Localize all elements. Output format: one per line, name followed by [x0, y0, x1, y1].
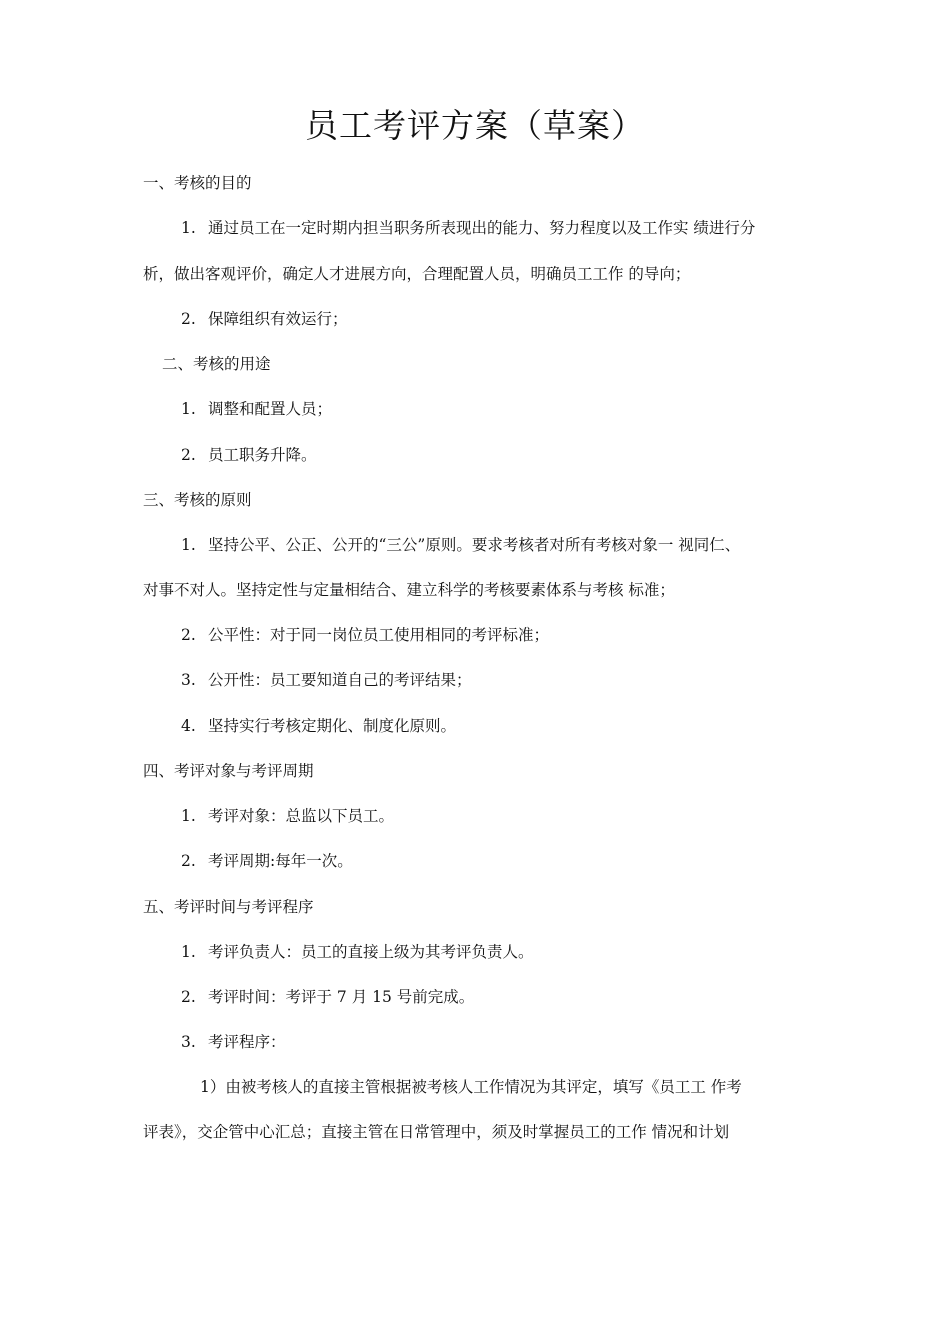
- item-text: 考评对象：总监以下员工。: [208, 807, 395, 825]
- item-continuation: 析，做出客观评价，确定人才进展方向，合理配置人员，明确员工工作 的导向；: [143, 265, 691, 283]
- item-text: 公平性：对于同一岗位员工使用相同的考评标准；: [208, 626, 550, 644]
- item-number: 2.: [181, 852, 196, 870]
- list-item: [181, 985, 474, 1009]
- item-text: 公开性：员工要知道自己的考评结果；: [208, 671, 472, 689]
- item-number: 1.: [181, 219, 196, 237]
- item-number: 4.: [181, 717, 196, 735]
- item-continuation: 对事不对人。坚持定性与定量相结合、建立科学的考核要素体系与考核 标准；: [143, 581, 675, 599]
- item-number: 1.: [181, 536, 196, 554]
- item-text: 坚持实行考核定期化、制度化原则。: [208, 717, 457, 735]
- item-number: 1.: [181, 400, 196, 418]
- item-text: 调整和配置人员；: [208, 400, 333, 418]
- list-item: [181, 940, 534, 964]
- item-text: 保障组织有效运行；: [208, 310, 348, 328]
- item-text: 坚持公平、公正、公开的“三公”原则。要求考核者对所有考核对象一 视同仁、: [208, 536, 741, 554]
- item-text: 考评程序：: [208, 1033, 286, 1051]
- item-number: 2.: [181, 626, 196, 644]
- item-text: 通过员工在一定时期内担当职务所表现出的能力、努力程度以及工作实 绩进行分: [208, 219, 756, 237]
- item-continuation: 评表》，交企管中心汇总；直接主管在日常管理中，须及时掌握员工的工作 情况和计划: [143, 1123, 730, 1141]
- item-number: 3.: [181, 671, 196, 689]
- item-number: 2.: [181, 988, 196, 1006]
- sub-list-item: [200, 1075, 742, 1099]
- item-number: 3.: [181, 1033, 196, 1051]
- section-heading-targets-cycle: 四、考评对象与考评周期: [143, 762, 314, 780]
- sub-item-text: 由被考核人的直接主管根据被考核人工作情况为其评定，填写《员工工 作考: [225, 1078, 742, 1096]
- sub-item-number: 1）: [200, 1078, 226, 1096]
- list-item: [181, 307, 348, 331]
- item-number: 2.: [181, 310, 196, 328]
- list-item: [181, 668, 472, 692]
- section-heading-principles: 三、考核的原则: [143, 491, 252, 509]
- item-text: 员工职务升降。: [208, 446, 317, 464]
- item-text: 考评负责人：员工的直接上级为其考评负责人。: [208, 943, 534, 961]
- list-item: [181, 216, 755, 240]
- list-item: [181, 804, 394, 828]
- list-item: [181, 443, 317, 467]
- list-item: [181, 1030, 286, 1054]
- item-number: 1.: [181, 943, 196, 961]
- list-item: [181, 533, 740, 557]
- section-heading-time-procedure: 五、考评时间与考评程序: [143, 898, 314, 916]
- list-item: [181, 623, 549, 647]
- item-text: 考评时间：考评于 7 月 15 号前完成。: [208, 988, 475, 1006]
- list-item: [181, 397, 332, 421]
- item-number: 1.: [181, 807, 196, 825]
- section-heading-usage: 二、考核的用途: [162, 355, 271, 373]
- item-text: 考评周期:每年一次。: [208, 852, 353, 870]
- item-number: 2.: [181, 446, 196, 464]
- section-heading-purpose: 一、考核的目的: [143, 174, 252, 192]
- list-item: [181, 714, 456, 738]
- document-title: 员工考评方案（草案）: [305, 106, 645, 145]
- list-item: [181, 849, 353, 873]
